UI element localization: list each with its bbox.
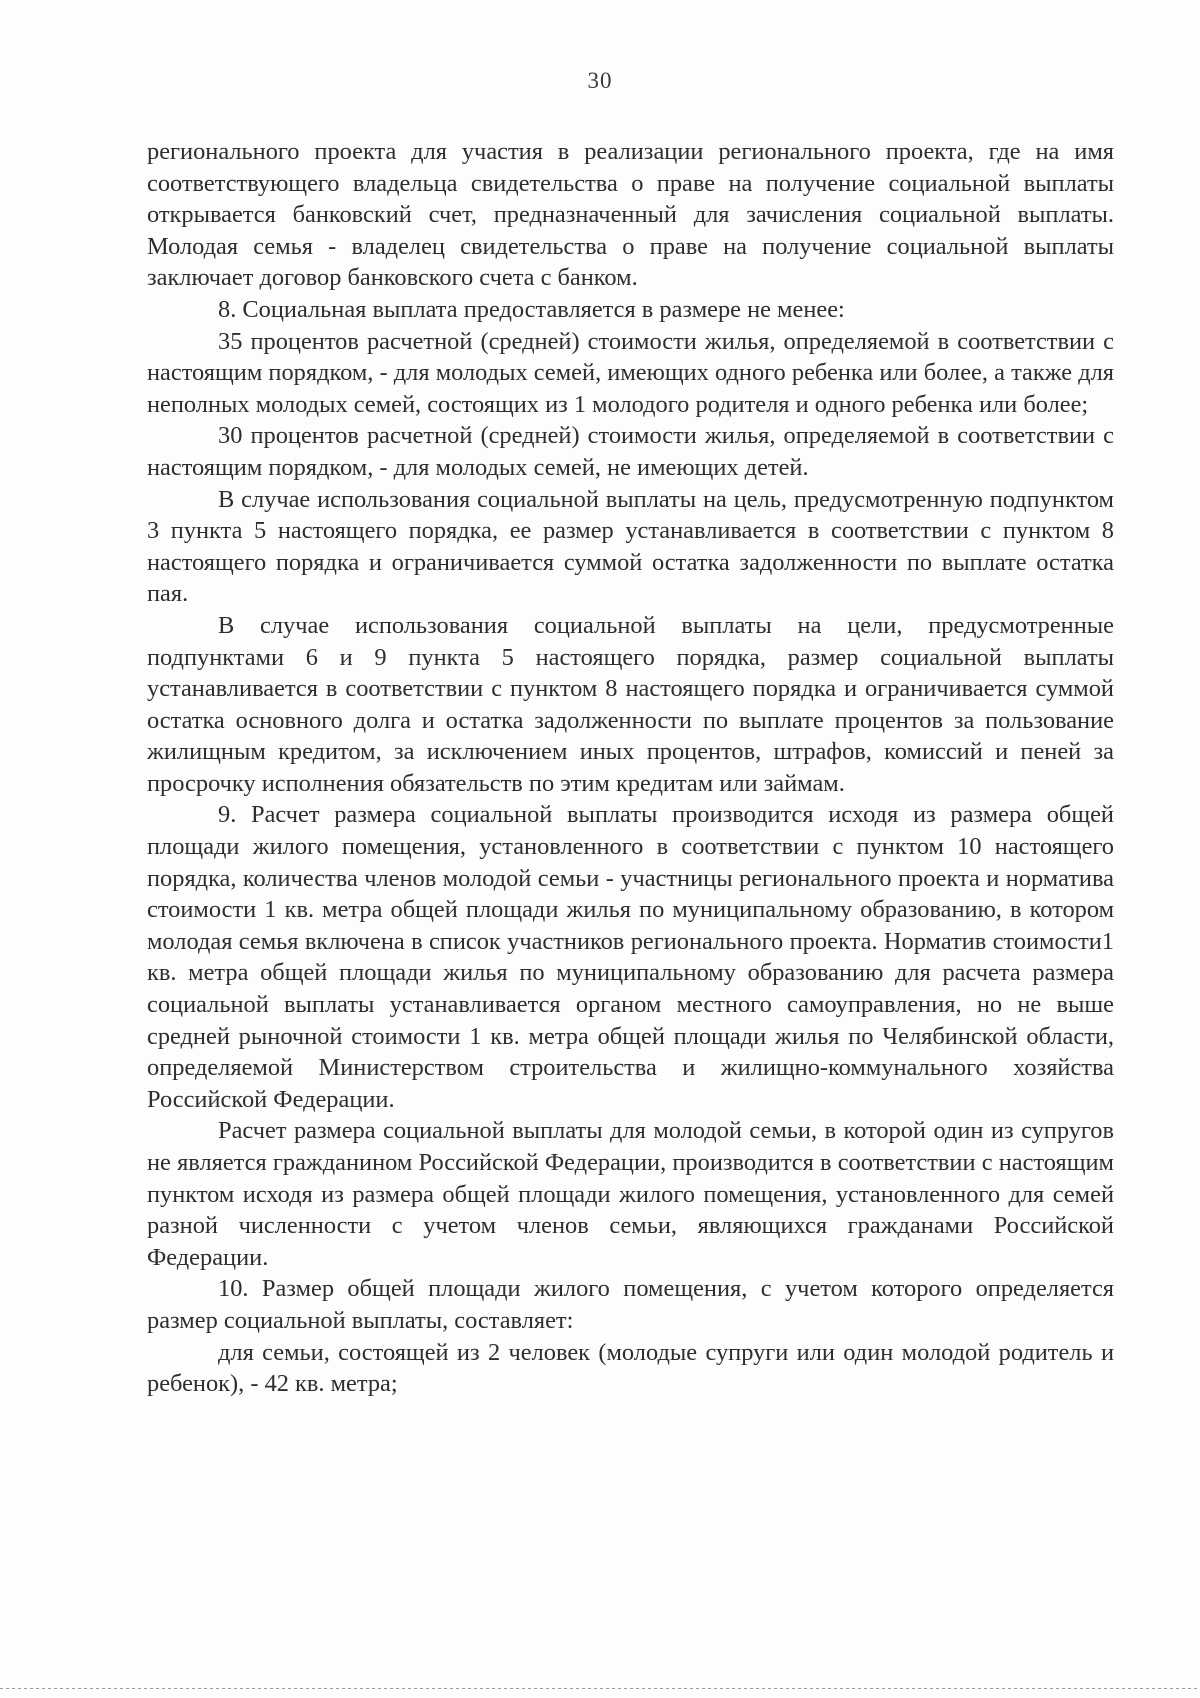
paragraph-item-9: 9. Расчет размера социальной выплаты производится исходя из размера общей площади жилого помещения, установленного в соответствии с пунктом 10 настоящего порядка, количества членов молодой семьи - участницы регионального проекта и норматива стоимости 1 кв. метра общей площади жилья по муниципальному образованию, в котором молодая семья включена в список участников регионального проекта. Норматив стоимости1 кв. метра общей площади жилья по муниципальному образованию для расчета размера социальной выплаты устанавливается органом местного самоуправления, но не выше средней рыночной стоимости 1 кв. метра общей площади жилья по Челябинской области, определяемой Министерством строительства и жилищно-коммунального хозяйства Российской Федерации. bbox=[147, 801, 1114, 1113]
page-number: 30 bbox=[587, 68, 613, 93]
paragraph-30-percent: 30 процентов расчетной (средней) стоимости жилья, определяемой в соответствии с настоящим порядком, - для молодых семей, не имеющих детей. bbox=[147, 422, 1114, 481]
paragraph-subitem-3: В случае использования социальной выплаты на цель, предусмотренную подпунктом 3 пункта 5 настоящего порядка, ее размер устанавливается в соответствии с пунктом 8 настоящего порядка и ограничивается суммой остатка задолженности по выплате остатка пая. bbox=[147, 485, 1114, 608]
paragraph-35-percent: 35 процентов расчетной (средней) стоимости жилья, определяемой в соответствии с настоящим порядком, - для молодых семей, имеющих одного ребенка или более, а также для неполных молодых семей, состоящих из 1 молодого родителя и одного ребенка или более; bbox=[147, 327, 1114, 418]
paragraph-subitems-6-9: В случае использования социальной выплаты на цели, предусмотренные подпунктами 6 и 9 пункта 5 настоящего порядка, размер социальной выплаты устанавливается в соответствии с пунктом 8 настоящего порядка и ограничивается суммой остатка основного долга и остатка задолженности по выплате процентов за пользование жилищным кредитом, за исключением иных процентов, штрафов, комиссий и пеней за просрочку исполнения обязательств по этим кредитам или займам. bbox=[147, 611, 1114, 797]
paragraph-continuation: регионального проекта для участия в реализации регионального проекта, где на имя соответствующего владельца свидетельства о праве на получение социальной выплаты открывается банковский счет, предназначенный для зачисления социальной выплаты. Молодая семья - владелец свидетельства о праве на получение социальной выплаты заключает договор банковского счета с банком. bbox=[147, 138, 1114, 292]
document-body bbox=[147, 136, 1114, 1400]
scan-edge-rule bbox=[0, 1688, 1200, 1689]
paragraph-item-10: 10. Размер общей площади жилого помещения, с учетом которого определяется размер социальной выплаты, составляет: bbox=[147, 1275, 1114, 1334]
paragraph-non-citizen-spouse: Расчет размера социальной выплаты для молодой семьи, в которой один из супругов не является гражданином Российской Федерации, производится в соответствии с настоящим пунктом исходя из размера общей площади жилого помещения, установленного для семей разной численности с учетом членов семьи, являющихся гражданами Российской Федерации. bbox=[147, 1117, 1114, 1271]
paragraph-family-of-2: для семьи, состоящей из 2 человек (молодые супруги или один молодой родитель и ребенок), - 42 кв. метра; bbox=[147, 1338, 1114, 1398]
paragraph-item-8: 8. Социальная выплата предоставляется в размере не менее: bbox=[218, 295, 845, 323]
